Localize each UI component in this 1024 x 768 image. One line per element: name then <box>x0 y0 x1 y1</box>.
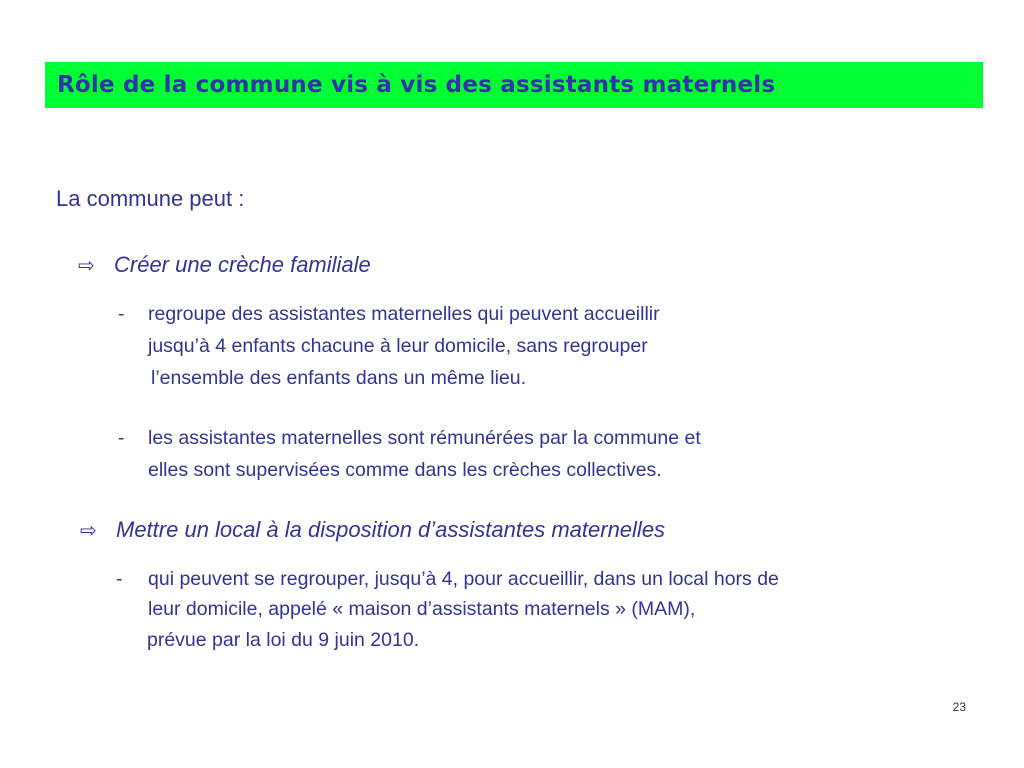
page-number: 23 <box>952 700 966 714</box>
bullet-heading: Mettre un local à la disposition d’assistantes maternelles <box>116 517 666 542</box>
sub-item-line: qui peuvent se regrouper, jusqu’à 4, pour accueillir, dans un local hors de <box>148 568 779 590</box>
title-bar <box>45 62 983 108</box>
sub-item-line: prévue par la loi du 9 juin 2010. <box>147 629 420 651</box>
bullet-creche-familiale <box>78 252 371 278</box>
sub-item-line: l’ensemble des enfants dans un même lieu. <box>151 367 527 389</box>
outlined-right-arrow-icon: ⇨ <box>80 520 97 542</box>
sub-item-line: elles sont supervisées comme dans les crèches collectives. <box>148 459 662 481</box>
dash-marker: - <box>118 303 125 325</box>
outlined-right-arrow-icon: ⇨ <box>78 255 95 277</box>
intro-text: La commune peut : <box>56 186 245 211</box>
sub-item-line: regroupe des assistantes maternelles qui peuvent accueillir <box>148 303 660 325</box>
dash-marker: - <box>116 568 123 590</box>
sub-item-line: jusqu’à 4 enfants chacune à leur domicile, sans regrouper <box>148 335 648 357</box>
bullet-heading: Créer une crèche familiale <box>114 252 371 277</box>
sub-item-line: leur domicile, appelé « maison d’assistants maternels » (MAM), <box>148 598 696 620</box>
slide-title: Rôle de la commune vis à vis des assistants maternels <box>57 72 776 98</box>
sub-item-line: les assistantes maternelles sont rémunérées par la commune et <box>148 427 701 449</box>
bullet-local-mam <box>80 517 665 543</box>
dash-marker: - <box>118 427 125 449</box>
